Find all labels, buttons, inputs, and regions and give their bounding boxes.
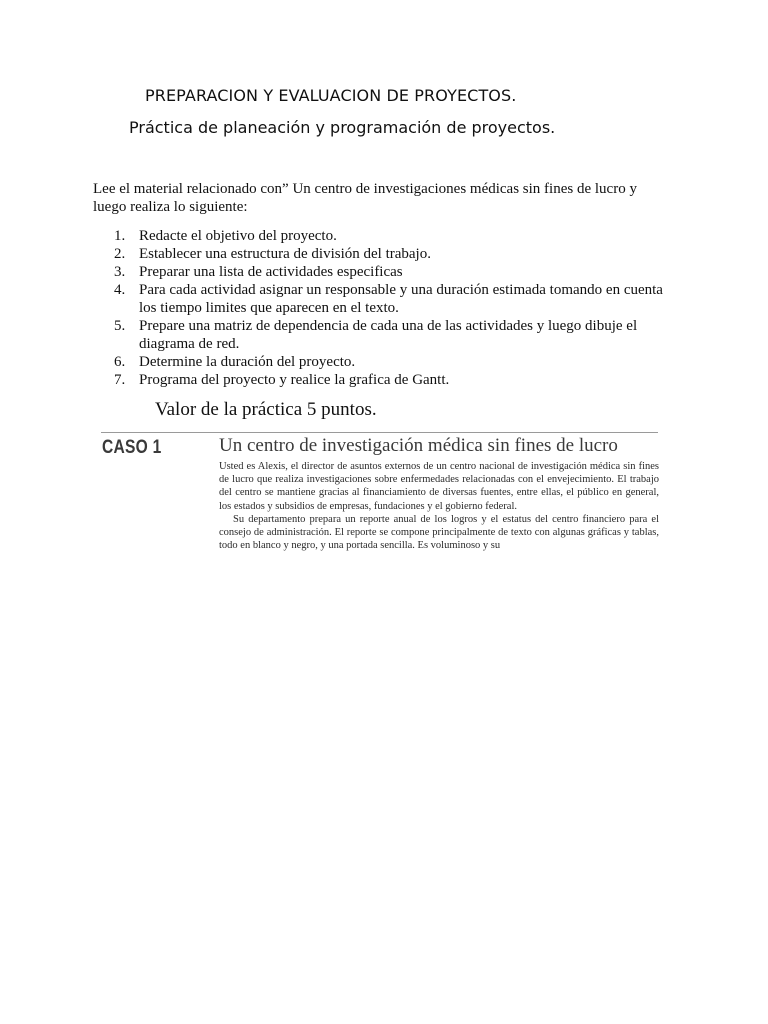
task-text: Determine la duración del proyecto. [139,354,356,370]
task-text: Establecer una estructura de división del trabajo. [139,246,431,262]
task-number: 7. [114,372,126,388]
task-item [93,263,668,281]
case-top-rule [101,432,658,433]
task-number: 2. [114,246,126,262]
task-text: Para cada actividad asignar un responsable y una duración estimada tomando en cuenta los tiempo limites que aparecen en el texto. [139,282,663,316]
page-title: PREPARACION Y EVALUACION DE PROYECTOS. [145,86,517,105]
task-number: 3. [114,264,126,280]
task-item [93,245,668,263]
task-item [93,317,668,353]
task-number: 5. [114,318,126,334]
intro-paragraph: Lee el material relacionado con” Un centro de investigaciones médicas sin fines de lucro y luego realiza lo siguiente: [93,181,637,215]
task-text: Programa del proyecto y realice la grafica de Gantt. [139,372,450,388]
task-text: Redacte el objetivo del proyecto. [139,228,337,244]
task-item [93,281,668,317]
case-paragraph: Usted es Alexis, el director de asuntos externos de un centro nacional de investigación médica sin fines de lucro que realiza investigaciones sobre enfermedades relacionadas con el envejecimiento. El trabajo del centro se mantiene gracias al financiamiento de diversas fuentes, entre ellas, el público en general, los estados y subsidios de empresas, fundaciones y el gobierno federal. [219,461,659,512]
case-body [219,460,659,552]
task-text: Prepare una matriz de dependencia de cada una de las actividades y luego dibuje el diagrama de red. [139,318,638,352]
value-note: Valor de la práctica 5 puntos. [155,399,377,420]
task-text: Preparar una lista de actividades especificas [139,264,403,280]
task-item [93,227,668,245]
task-list [93,227,668,389]
task-item [93,353,668,371]
task-number: 4. [114,282,126,298]
case-heading: Un centro de investigación médica sin fines de lucro [219,435,618,456]
page-subtitle: Práctica de planeación y programación de proyectos. [129,118,556,137]
task-item [93,371,668,389]
task-number: 1. [114,228,126,244]
task-number: 6. [114,354,126,370]
case-label: CASO 1 [102,437,162,458]
case-excerpt [101,432,658,560]
case-paragraph: Su departamento prepara un reporte anual de los logros y el estatus del centro financiero para el consejo de administración. El reporte se compone principalmente de texto con algunas gráficas y tablas, todo en blanco y negro, y una portada sencilla. Es voluminoso y su [219,513,659,552]
